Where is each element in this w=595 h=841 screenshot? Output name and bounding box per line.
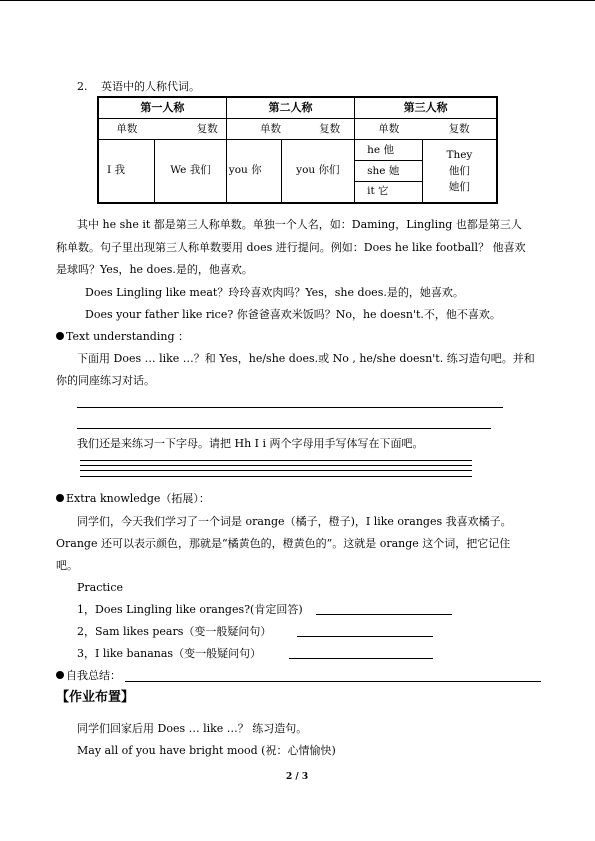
paragraph-line-2: 称单数。句子里出现第三人称单数要用 does 进行提问。例如：Does he like football？ 他喜欢 [56, 241, 526, 254]
section-2-heading [77, 80, 200, 93]
third-plural-they-f: 她们 [448, 180, 470, 193]
text-understanding-heading [56, 330, 189, 343]
practice-question: 2，Sam likes pears（变一般疑问句） [77, 625, 272, 638]
practice-item-2 [77, 625, 433, 638]
extra-line-3: 吧。 [56, 559, 78, 572]
practice-question: 3，I like bananas（变一般疑问句） [77, 647, 262, 660]
bullet-icon [56, 671, 64, 679]
extra-line-1: 同学们，今天我们学习了一个词是 orange（橘子，橙子)，I like oranges 我喜欢橘子。 [77, 515, 512, 528]
extra-line-2: Orange 还可以表示颜色，那就是“橘黄色的，橙黄色的”。这就是 orange 这个词，把它记住 [56, 537, 511, 550]
dialogue-writing-line [77, 407, 503, 408]
second-singular-cell: you 你 [226, 140, 281, 203]
third-plural-cell [422, 140, 497, 203]
personal-pronoun-table [97, 96, 498, 204]
sub-singular: 单数 [355, 119, 423, 140]
sub-plural: 复数 [281, 119, 355, 140]
practice-item-3 [77, 647, 433, 660]
extra-knowledge-title: Extra knowledge（拓展）： [66, 492, 210, 505]
summary-writing-line[interactable] [125, 681, 541, 682]
paragraph-line-1: 其中 he she it 都是第三人称单数。单独一个人名，如：Daming，Lingling 也都是第三人 [77, 218, 522, 231]
header-third-person: 第三人称 [355, 97, 497, 119]
first-singular-cell: I 我 [98, 140, 155, 203]
third-plural-they-m: 他们 [448, 164, 470, 177]
sub-singular: 单数 [226, 119, 281, 140]
third-singular-he: he 他 [355, 140, 423, 161]
third-singular-it: it 它 [355, 182, 423, 203]
table-header-row [98, 97, 497, 119]
homework-title: 【作业布置】 [56, 690, 135, 705]
page-top-border [0, 0, 595, 1]
extra-knowledge-heading [56, 492, 210, 505]
dialogue-writing-line [77, 428, 491, 429]
third-plural-en: They [446, 148, 473, 161]
example-father: Does your father like rice? 你爸爸喜欢米饭吗？No，he doesn't.不，他不喜欢。 [85, 308, 501, 321]
sub-singular: 单数 [98, 119, 155, 140]
text-understanding-title: Text understanding ： [66, 330, 189, 343]
header-first-person: 第一人称 [98, 97, 226, 119]
sub-plural: 复数 [155, 119, 227, 140]
handwriting-line [80, 470, 472, 471]
letters-instruction: 我们还是来练习一下字母。请把 Hh I i 两个字母用手写体写在下面吧。 [77, 437, 424, 450]
handwriting-line [80, 460, 472, 461]
bullet-icon [56, 494, 64, 502]
section-title: 英语中的人称代词。 [101, 80, 200, 93]
third-singular-she: she 她 [355, 161, 423, 182]
homework-line-2: May all of you have bright mood (祝：心情愉快) [77, 744, 336, 757]
self-summary [56, 669, 121, 682]
homework-line-1: 同学们回家后用 Does … like …？ 练习造句。 [77, 722, 308, 735]
answer-blank[interactable] [289, 647, 433, 659]
handwriting-line [80, 476, 472, 477]
text-understanding-line-1: 下面用 Does … like …？和 Yes，he/she does.或 No , he/she doesn't. 练习造句吧。并和 [77, 352, 535, 365]
practice-question: 1，Does Lingling like oranges?(肯定回答) [77, 603, 303, 616]
practice-item-1 [77, 603, 452, 616]
second-plural-cell: you 你们 [281, 140, 355, 203]
table-subheader-row [98, 119, 497, 140]
sub-plural: 复数 [422, 119, 497, 140]
answer-blank[interactable] [297, 625, 433, 637]
page-number: 2 / 3 [286, 772, 309, 782]
text-understanding-line-2: 你的同座练习对话。 [56, 374, 155, 387]
first-plural-cell: We 我们 [155, 140, 227, 203]
answer-blank[interactable] [316, 603, 452, 615]
handwriting-line [80, 465, 472, 466]
header-second-person: 第二人称 [226, 97, 354, 119]
example-lingling: Does Lingling like meat？玲玲喜欢肉吗？Yes，she does.是的，她喜欢。 [85, 286, 464, 299]
bullet-icon [56, 332, 64, 340]
self-summary-label: 自我总结： [66, 669, 121, 682]
practice-title: Practice [77, 581, 123, 594]
section-number: 2. [77, 80, 88, 93]
paragraph-line-3: 是球吗？Yes，he does.是的，他喜欢。 [56, 263, 253, 276]
